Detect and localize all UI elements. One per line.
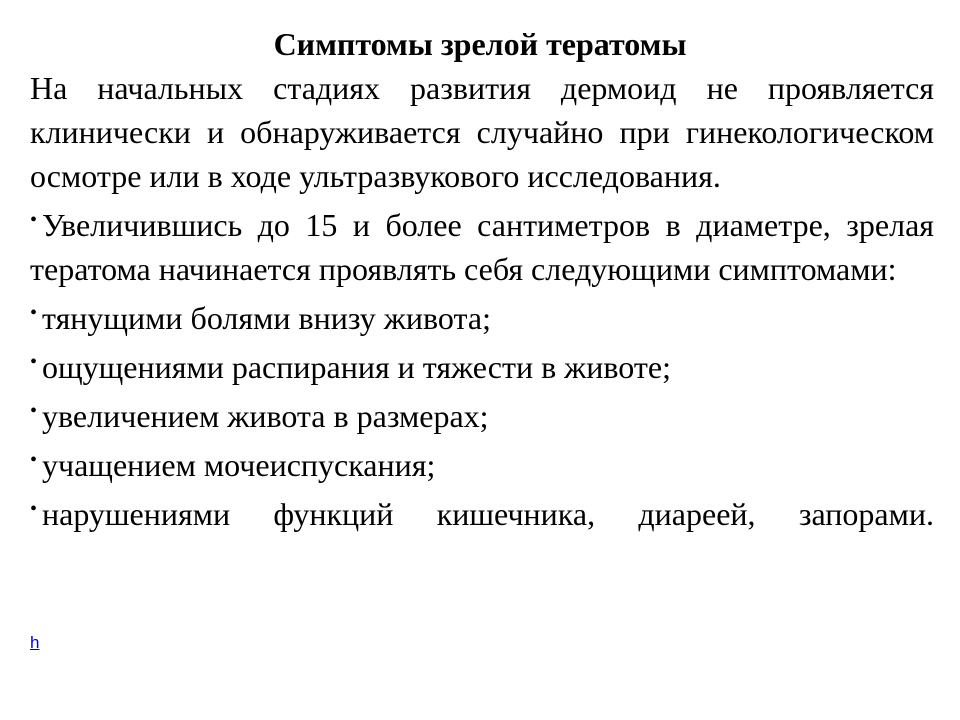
bullet-text: нарушениями функций кишечника, диареей, запорами. xyxy=(42,496,934,532)
bullet-item xyxy=(30,340,934,389)
bullet-icon: • xyxy=(30,302,38,324)
bullet-item xyxy=(30,389,934,438)
bullet-icon: • xyxy=(30,351,38,373)
bullet-text: тянущими болями внизу живота; xyxy=(42,300,491,336)
bullet-icon: • xyxy=(30,449,38,471)
intro-paragraph: На начальных стадиях развития дермоид не проявляется клинически и обнаруживается случайно при гинекологическом осмотре или в ходе ультразвукового исследования. xyxy=(30,70,934,194)
bullet-icon: • xyxy=(30,209,38,231)
bullet-text: Увеличившись до 15 и более сантиметров в диаметре, зрелая тератома начинается проявлять себя следующими симптомами: xyxy=(30,207,934,287)
bullet-item xyxy=(30,198,934,291)
bullet-item xyxy=(30,438,934,487)
bullet-icon: • xyxy=(30,498,38,520)
bullet-item xyxy=(30,291,934,340)
slide-title: Симптомы зрелой тератомы xyxy=(273,26,687,62)
slide-body xyxy=(30,66,934,536)
bullet-item xyxy=(30,487,934,536)
source-link[interactable]: h xyxy=(30,633,40,652)
bullet-text: учащением мочеиспускания; xyxy=(42,447,436,483)
bullet-text: увеличением живота в размерах; xyxy=(42,398,489,434)
bullet-icon: • xyxy=(30,400,38,422)
bullet-text: ощущениями распирания и тяжести в животе; xyxy=(42,349,671,385)
